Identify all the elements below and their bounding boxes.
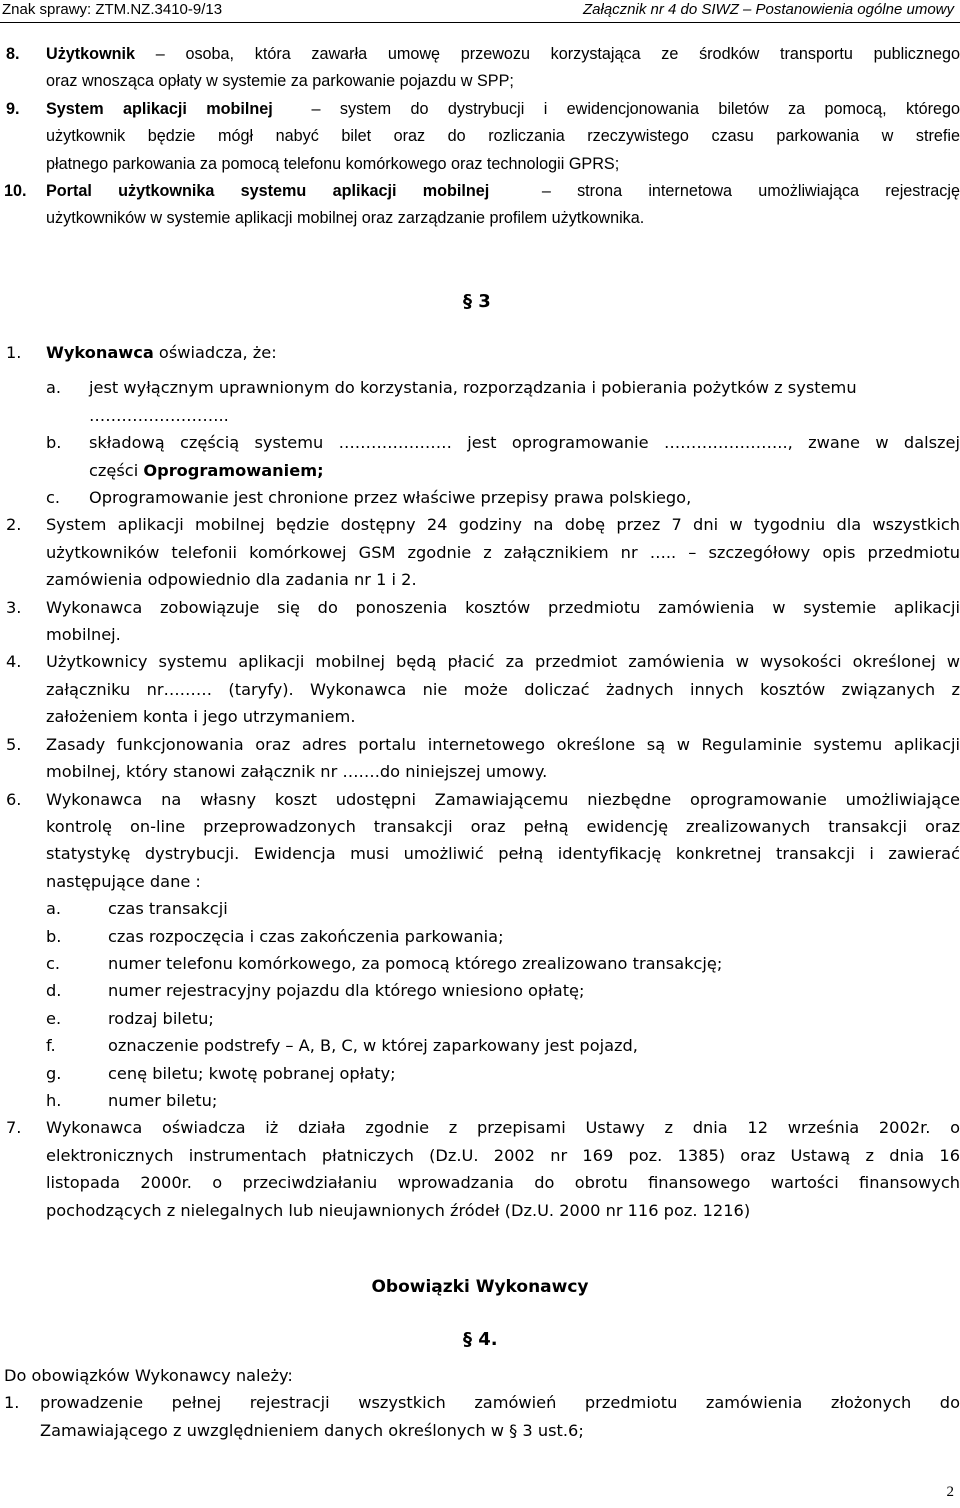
list-item: g. cenę biletu; kwotę pobranej opłaty;: [46, 1063, 396, 1083]
section-4-intro: Do obowiązków Wykonawcy należy:: [4, 1366, 293, 1385]
s3-item-1c: c. Oprogramowanie jest chronione przez właściwe przepisy prawa polskiego,: [46, 488, 692, 508]
definition-term: Portal użytkownika systemu aplikacji mobilnej: [46, 182, 490, 201]
s3-item-5: 5. Zasady funkcjonowania oraz adres portalu internetowego określone są w Regulaminie systemu aplikacji mobilnej, który stanowi załącznik nr …….do niniejszej umowy.: [6, 734, 960, 782]
s3-item-1a: a. jest wyłącznym uprawnionym do korzystania, rozporządzania i pobierania pożytków z systemu ……………………..: [46, 378, 857, 425]
list-item: c. numer telefonu komórkowego, za pomocą którego zrealizowano transakcję;: [46, 953, 723, 973]
section-4-title: Obowiązki Wykonawcy: [371, 1277, 589, 1297]
s3-item-4: 4. Użytkownicy systemu aplikacji mobilnej będą płacić za przedmiot zamówienia w wysokości określonej w załączniku nr……… (taryfy). Wykonawca nie może doliczać żadnych innych kosztów związanych z założeniem konta i jego utrzymaniem.: [6, 652, 960, 727]
s3-item-7: 7. Wykonawca oświadcza iż działa zgodnie z przepisami Ustawy z dnia 12 września 2002r. o elektronicznych instrumentach płatniczych (Dz.U. 2002 nr 169 poz. 1385) oraz Ustawą z dnia 16 listopada 2000r. o przeciwdziałaniu wprowadzania do obrotu finansowego wartości finansowych pochodzących z nielegalnych lub nieujawnionych źródeł (Dz.U. 2000 nr 116 poz. 1216): [6, 1118, 960, 1220]
section-4-body: [0, 1362, 960, 1444]
attachment-title: Załącznik nr 4 do SIWZ – Postanowienia ogólne umowy: [582, 1, 954, 18]
list-item: h. numer biletu;: [46, 1090, 218, 1110]
section-4-heading: § 4.: [463, 1329, 498, 1350]
s3-item-1: 1. Wykonawca oświadcza, że:: [6, 343, 277, 362]
list-item: a. czas transakcji: [46, 899, 228, 919]
definition-term: System aplikacji mobilnej: [46, 99, 273, 118]
list-item: e. rodzaj biletu;: [46, 1008, 214, 1028]
page-header: [0, 0, 960, 23]
s3-item-1b: b. składową częścią systemu ………………… jest oprogramowanie ………………….., zwane w dalszej części Oprogramowaniem;: [46, 433, 960, 480]
definition-8: 8. Użytkownik – osoba, która zawarła umowę przewozu korzystająca ze środków transportu publicznego oraz wnosząca opłaty w systemie za parkowanie pojazdu w SPP;: [6, 45, 960, 91]
definition-10: 10. Portal użytkownika systemu aplikacji mobilnej – strona internetowa umożliwiająca rejestrację użytkowników w systemie aplikacji mobilnej oraz zarządzanie profilem użytkownika.: [4, 182, 960, 228]
list-item: b. czas rozpoczęcia i czas zakończenia parkowania;: [46, 926, 504, 946]
case-number: Znak sprawy: ZTM.NZ.3410-9/13: [2, 1, 223, 18]
s4-item-1: 1. prowadzenie pełnej rejestracji wszystkich zamówień przedmiotu zamówienia złożonych do Zamawiającego z uwzględnieniem danych określonych w § 3 ust.6;: [4, 1393, 960, 1440]
s3-item-3: 3. Wykonawca zobowiązuje się do ponoszenia kosztów przedmiotu zamówienia w systemie aplikacji mobilnej.: [6, 597, 960, 645]
list-item: f. oznaczenie podstrefy – A, B, C, w której zaparkowany jest pojazd,: [46, 1036, 638, 1056]
definitions-list: [0, 41, 960, 233]
transaction-data-list: [0, 895, 960, 1114]
list-item: d. numer rejestracyjny pojazdu dla którego wniesiono opłatę;: [46, 981, 585, 1001]
s3-item-2: 2. System aplikacji mobilnej będzie dostępny 24 godziny na dobę przez 7 dni w tygodniu dla wszystkich użytkowników telefonii komórkowej GSM zgodnie z załącznikiem nr ….. – szczegółowy opis przedmiotu zamówienia odpowiednio dla zadania nr 1 i 2.: [6, 515, 960, 590]
section-3-heading: § 3: [463, 291, 491, 312]
section-3-body: [0, 339, 960, 1224]
em-dash: –: [155, 45, 165, 63]
definition-9: 9. System aplikacji mobilnej – system do dystrybucji i ewidencjonowania biletów za pomocą, którego użytkownik będzie mógł nabyć bilet oraz do rozliczania rzeczywistego czasu parkowania w strefie płatnego parkowania za pomocą telefonu komórkowego oraz technologii GPRS;: [6, 99, 960, 173]
page-number: 2: [946, 1483, 954, 1500]
definition-term: Użytkownik: [46, 45, 136, 63]
s3-item-6: 6. Wykonawca na własny koszt udostępni Zamawiającemu niezbędne oprogramowanie umożliwiające kontrolę on-line przeprowadzonych transakcji oraz pełną ewidencję zrealizowanych transakcji oraz statystykę dystrybucji. Ewidencja musi umożliwić pełną identyfikację konkretnej transakcji i zawierać następujące dane :: [6, 789, 960, 891]
